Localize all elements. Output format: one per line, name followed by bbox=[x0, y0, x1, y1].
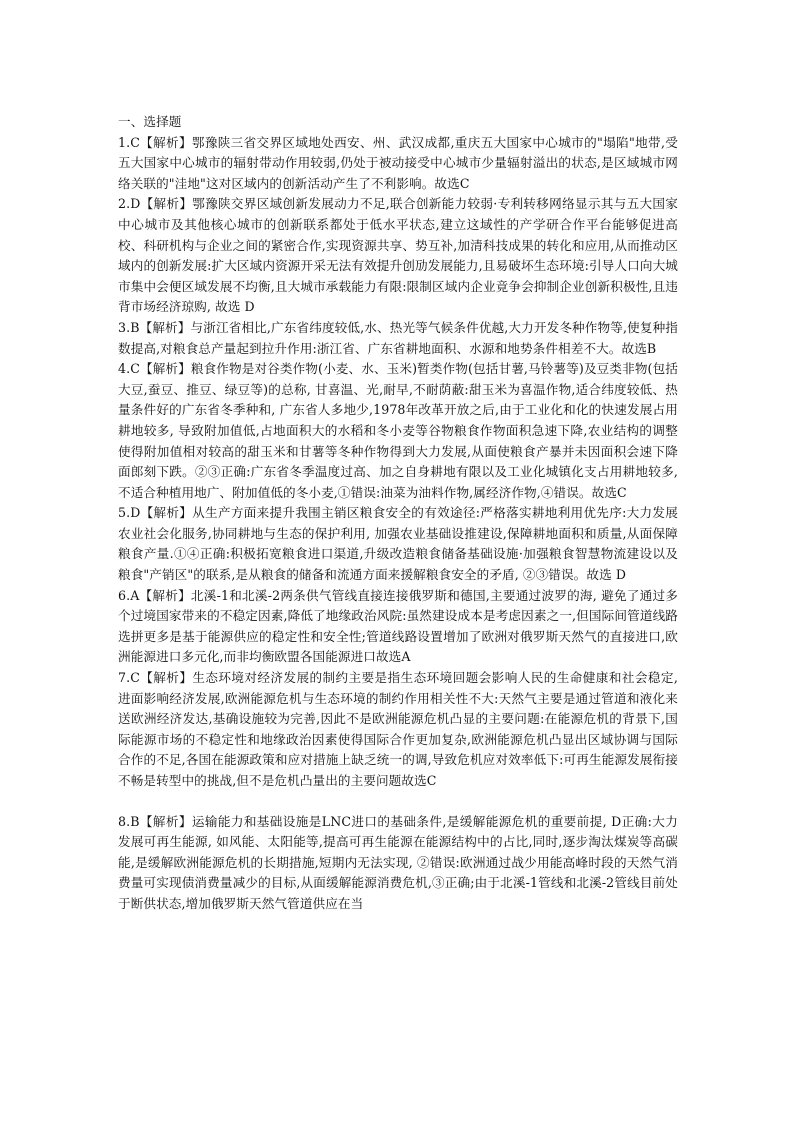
answer-item-5: 5.D【解析】从生产方面来提升我围主销区粮食安全的有效途径:严格落实耕地利用优先序:大力发展农业社会化服务,协同耕地与生态的保护利用, 加强农业基础设推建设,保障耕地面积和质量,从面保障粮食产量.①④正确:积极拓宽粮食进口渠道,升级改造粮食储备基础设施·加强粮食智慧物流建设以及粮食"产销区"的联系,是从粮食的储备和流通方面来援解粮食安全的矛盾, ②③错误。故选 D bbox=[118, 505, 678, 583]
answer-item-6: 6.A【解析】北溪-1和北溪-2两条供气管线直接连接俄罗斯和德国,主要通过波罗的海, 避免了通过多个过境国家带来的不稳定因素,降低了地缘政治风院:虽然建设成本是考虑因素之一,但国际间管道线路选拼更多是基于能源供应的稳定性和安全性;管道线路设置增加了欧洲对俄罗斯天然气的直接进口,欧洲能源进口多元化,而非均衡欧盟各国能源进口故选A bbox=[118, 587, 678, 665]
section-title: 一、选择题 bbox=[118, 114, 182, 129]
answer-item-2: 2.D【解析】鄂豫陕交界区域创新发展动力不足,联合创新能力较弱·专利转移网络显示其与五大国家中心城市及其他核心城市的创新联系都处于低水平状态,建立这域性的产学研合作平台能够促进高校、科研机构与企业之间的紧密合作,实现资源共享、势互补,加清科技成果的转化和应用,从而推动区域内的创新发展:扩大区域内资源开采无法有效提升创劢发展能力,且易破坏生态环境:引导人口向大城市集中会便区域发展不均衡,且大城市承载能力有限:限制区域内企业竟争会抑制企业创新积极性,且违背市场经济琼购, 故选 D bbox=[118, 196, 678, 315]
answer-item-8: 8.B【解析】运输能力和基础设施是LNC进口的基础条件,是缓解能源危机的重要前提, D正确:大力发展可再生能源, 如风能、太阳能等,提高可再生能源在能源结构中的占比,同时,逐步淘汰煤炭等高碳能,是缓解欧洲能源危机的长期措施,短期内无法实现, ②错误:欧洲通过战少用能高峰时段的天然气消费量可实现债消费量减少的目标,从面缓解能源消费危机,③正确;由于北溪-1管线和北溪-2管线目前处于断供状态,增加俄罗斯天然气管道供应在当 bbox=[118, 813, 678, 911]
answer-item-4: 4.C【解析】粮食作物是对谷类作物(小麦、水、玉米)暂类作物(包括甘薯,马铃薯等)及豆类非物(包括大豆,蚕豆、推豆、绿豆等)的总称, 甘喜温、光,耐早,不耐荫蔽:甜玉米为喜温作物,适合纬度较低、热量条件好的广东省冬季种和, 广东省人多地少,1978年改革开放之后,由于工业化和化的快速发展占用耕地较多, 导致附加值低,占地面积大的水稻和冬小麦等谷物粮食作物面积急速下降,农业结构的调整使得附加值相对较高的甜玉米和甘薯等冬种作物得到大力发展,从面使粮食产暴并未因面积会速下降面郎刻下跌。②③正确:广东省冬季温度过高、加之自身耕地有限以及工业化城镇化支占用耕地较多,不适合种植用地广、附加值低的冬小麦,①错误:油菜为油料作物,属经济作物,④错误。故选C bbox=[118, 361, 678, 500]
answer-item-3: 3.B【解析】与浙江省相比,广东省纬度较低,水、热光等气候条件优越,大力开发冬种作物等,使复种指数提高,对粮食总产量起到拉升作用:浙江省、广东省耕地面积、水源和地势条件相差不大。故选B bbox=[118, 319, 678, 356]
answer-item-7: 7.C【解析】生态环境对经济发展的制约主要是指生态环境回题会影响人民的生命健康和社会稳定, 进面影响经济发展,欧洲能源危机与生态环境的制约作用相关性不大:天然气主要是通过管道和液化来送欧洲经济发达,基确设施较为完善,因此不是欧洲能源危机凸显的主要问题:在能源危机的背景下,国际能源市场的不稳定性和地缘政治因素使得国际合作更加复杂,欧洲能源危机凸显出区域协调与国际合作的不足,各国在能源政策和应对措施上缺乏统一的调,导致危机应对效率低下:可再生能源发展衔接不畅是转型中的挑战,但不是危机凸量出的主要问题故选C bbox=[118, 670, 678, 788]
paragraph-gap bbox=[118, 792, 678, 812]
answer-item-1: 1.C【解析】鄂豫陕三省交界区域地处西安、州、武汉成都,重庆五大国家中心城市的"塌陷"地带,受五大国家中心城市的辐射带动作用较弱,仍处于被动接受中心城市少量辐射溢出的状态,是区域城市网络关联的"洼地"这对区域内的创新活动产生了不利影响。故选C bbox=[118, 134, 678, 191]
answer-key-page bbox=[118, 112, 678, 915]
